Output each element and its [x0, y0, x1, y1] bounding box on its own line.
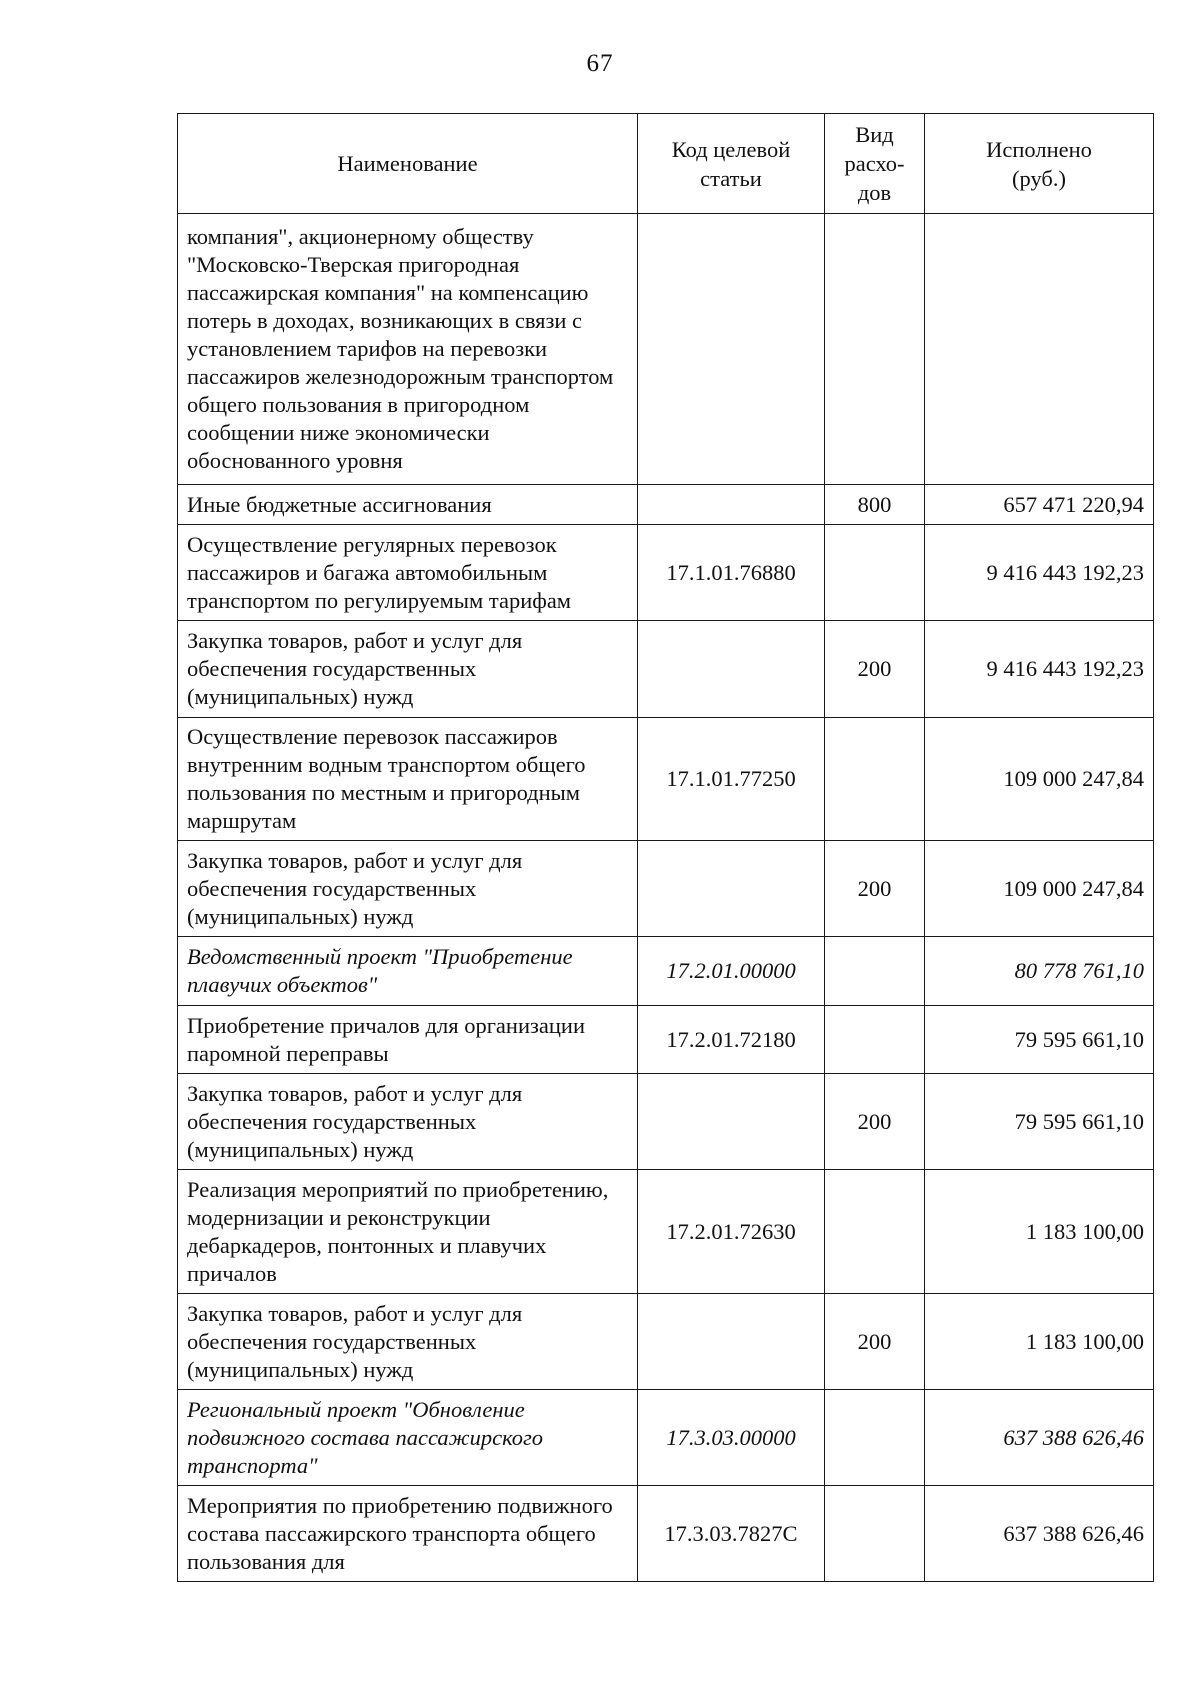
table-header-row	[178, 114, 1154, 214]
budget-execution-table	[177, 113, 1154, 1582]
row-name: Мероприятия по приобретению подвижного состава пассажирского транспорта общего пользования для	[178, 1486, 638, 1582]
row-code: 17.3.03.00000	[638, 1390, 825, 1486]
row-name: Региональный проект "Обновление подвижного состава пассажирского транспорта"	[178, 1390, 638, 1486]
table-row	[178, 1006, 1154, 1074]
table-row	[178, 1294, 1154, 1390]
row-kind: 200	[825, 841, 925, 937]
column-header-name: Наименование	[178, 114, 638, 214]
row-code	[638, 1074, 825, 1170]
row-sum: 1 183 100,00	[925, 1294, 1154, 1390]
row-code: 17.2.01.00000	[638, 937, 825, 1006]
row-sum: 109 000 247,84	[925, 718, 1154, 841]
row-name: Осуществление регулярных перевозок пассажиров и багажа автомобильным транспортом по регулируемым тарифам	[178, 525, 638, 621]
row-sum: 9 416 443 192,23	[925, 525, 1154, 621]
row-sum: 79 595 661,10	[925, 1006, 1154, 1074]
page-number: 67	[586, 50, 614, 77]
row-sum: 9 416 443 192,23	[925, 621, 1154, 718]
row-name: Ведомственный проект "Приобретение плавучих объектов"	[178, 937, 638, 1006]
table-row	[178, 1486, 1154, 1582]
table-row	[178, 841, 1154, 937]
row-kind	[825, 1486, 925, 1582]
table-row-project	[178, 937, 1154, 1006]
row-code: 17.2.01.72180	[638, 1006, 825, 1074]
row-kind: 200	[825, 1294, 925, 1390]
table-row	[178, 214, 1154, 485]
row-name: Закупка товаров, работ и услуг для обеспечения государственных (муниципальных) нужд	[178, 841, 638, 937]
row-code	[638, 485, 825, 525]
row-code: 17.1.01.76880	[638, 525, 825, 621]
row-sum: 79 595 661,10	[925, 1074, 1154, 1170]
table-row	[178, 718, 1154, 841]
table-row	[178, 1074, 1154, 1170]
table-row	[178, 525, 1154, 621]
row-sum: 637 388 626,46	[925, 1390, 1154, 1486]
row-kind	[825, 1006, 925, 1074]
row-code: 17.2.01.72630	[638, 1170, 825, 1294]
row-code: 17.3.03.7827C	[638, 1486, 825, 1582]
row-kind: 200	[825, 621, 925, 718]
row-name: Закупка товаров, работ и услуг для обеспечения государственных (муниципальных) нужд	[178, 621, 638, 718]
row-sum: 657 471 220,94	[925, 485, 1154, 525]
row-kind	[825, 525, 925, 621]
row-name: Реализация мероприятий по приобретению, модернизации и реконструкции дебаркадеров, понтонных и плавучих причалов	[178, 1170, 638, 1294]
row-sum: 1 183 100,00	[925, 1170, 1154, 1294]
row-kind	[825, 937, 925, 1006]
row-kind: 800	[825, 485, 925, 525]
row-code	[638, 841, 825, 937]
row-sum	[925, 214, 1154, 485]
row-sum: 637 388 626,46	[925, 1486, 1154, 1582]
row-kind	[825, 214, 925, 485]
row-kind: 200	[825, 1074, 925, 1170]
row-sum: 109 000 247,84	[925, 841, 1154, 937]
row-name: Осуществление перевозок пассажиров внутренним водным транспортом общего пользования по местным и пригородным маршрутам	[178, 718, 638, 841]
row-name: Иные бюджетные ассигнования	[178, 485, 638, 525]
row-name: компания", акционерному обществу "Московско-Тверская пригородная пассажирская компания" на компенсацию потерь в доходах, возникающих в связи с установлением тарифов на перевозки пассажиров железнодорожным транспортом общего пользования в пригородном сообщении ниже экономически обоснованного уровня	[178, 214, 638, 485]
row-sum: 80 778 761,10	[925, 937, 1154, 1006]
row-name: Приобретение причалов для организации паромной переправы	[178, 1006, 638, 1074]
row-code	[638, 621, 825, 718]
row-code: 17.1.01.77250	[638, 718, 825, 841]
table-row-project	[178, 1390, 1154, 1486]
column-header-kind: Вид расхо- дов	[825, 114, 925, 214]
row-code	[638, 214, 825, 485]
row-name: Закупка товаров, работ и услуг для обеспечения государственных (муниципальных) нужд	[178, 1294, 638, 1390]
row-code	[638, 1294, 825, 1390]
table-row	[178, 621, 1154, 718]
row-name: Закупка товаров, работ и услуг для обеспечения государственных (муниципальных) нужд	[178, 1074, 638, 1170]
row-kind	[825, 1170, 925, 1294]
column-header-code: Код целевой статьи	[638, 114, 825, 214]
column-header-sum: Исполнено (руб.)	[925, 114, 1154, 214]
row-kind	[825, 718, 925, 841]
row-kind	[825, 1390, 925, 1486]
table-row	[178, 1170, 1154, 1294]
table-row	[178, 485, 1154, 525]
